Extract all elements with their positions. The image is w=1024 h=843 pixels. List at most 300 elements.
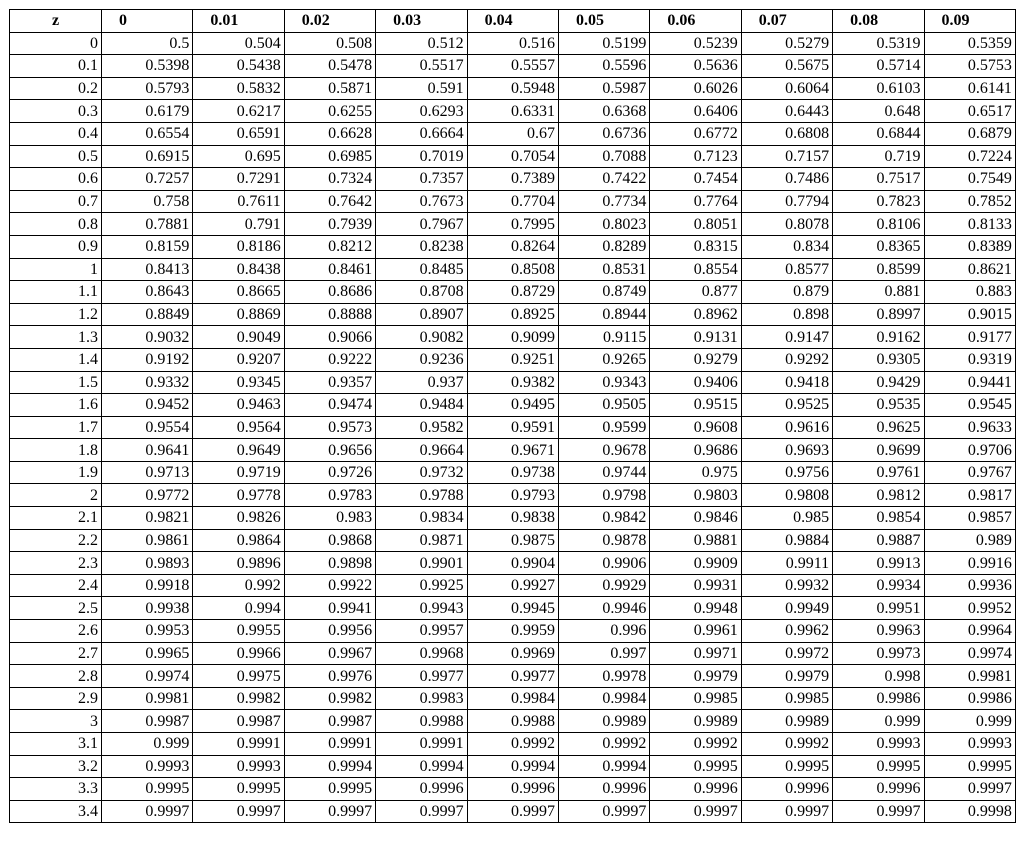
probability-cell: 0.9429 bbox=[833, 371, 924, 394]
probability-cell: 0.9997 bbox=[558, 800, 649, 823]
table-row bbox=[10, 416, 1016, 439]
probability-cell: 0.9993 bbox=[924, 733, 1015, 756]
probability-cell: 0.9931 bbox=[650, 574, 741, 597]
table-row bbox=[10, 642, 1016, 665]
probability-cell: 0.996 bbox=[558, 620, 649, 643]
column-header-z: z bbox=[10, 10, 102, 33]
z-value-cell: 0.3 bbox=[10, 100, 102, 123]
table-row bbox=[10, 800, 1016, 823]
column-header: 0.07 bbox=[741, 10, 832, 33]
probability-cell: 0.9982 bbox=[193, 687, 284, 710]
probability-cell: 0.9732 bbox=[376, 461, 467, 484]
probability-cell: 0.9987 bbox=[102, 710, 193, 733]
probability-cell: 0.9821 bbox=[102, 507, 193, 530]
probability-cell: 0.5871 bbox=[284, 77, 375, 100]
probability-cell: 0.9671 bbox=[467, 439, 558, 462]
table-row bbox=[10, 529, 1016, 552]
table-body bbox=[10, 32, 1016, 823]
table-row bbox=[10, 348, 1016, 371]
probability-cell: 0.9761 bbox=[833, 461, 924, 484]
probability-cell: 0.8186 bbox=[193, 235, 284, 258]
probability-cell: 0.9545 bbox=[924, 394, 1015, 417]
probability-cell: 0.8962 bbox=[650, 303, 741, 326]
probability-cell: 0.508 bbox=[284, 32, 375, 55]
probability-cell: 0.9992 bbox=[558, 733, 649, 756]
probability-cell: 0.9996 bbox=[741, 778, 832, 801]
z-value-cell: 3.4 bbox=[10, 800, 102, 823]
probability-cell: 0.8106 bbox=[833, 213, 924, 236]
probability-cell: 0.758 bbox=[102, 190, 193, 213]
probability-cell: 0.9279 bbox=[650, 348, 741, 371]
probability-cell: 0.9994 bbox=[558, 755, 649, 778]
probability-cell: 0.648 bbox=[833, 100, 924, 123]
probability-cell: 0.9953 bbox=[102, 620, 193, 643]
probability-cell: 0.9343 bbox=[558, 371, 649, 394]
z-value-cell: 1.6 bbox=[10, 394, 102, 417]
probability-cell: 0.9015 bbox=[924, 303, 1015, 326]
probability-cell: 0.9049 bbox=[193, 326, 284, 349]
column-header: 0.04 bbox=[467, 10, 558, 33]
z-score-table bbox=[9, 9, 1016, 823]
probability-cell: 0.9932 bbox=[741, 574, 832, 597]
probability-cell: 0.9706 bbox=[924, 439, 1015, 462]
column-header: 0.02 bbox=[284, 10, 375, 33]
probability-cell: 0.67 bbox=[467, 122, 558, 145]
probability-cell: 0.937 bbox=[376, 371, 467, 394]
probability-cell: 0.6406 bbox=[650, 100, 741, 123]
probability-cell: 0.9987 bbox=[193, 710, 284, 733]
z-value-cell: 1.1 bbox=[10, 281, 102, 304]
probability-cell: 0.504 bbox=[193, 32, 284, 55]
z-value-cell: 0.1 bbox=[10, 55, 102, 78]
probability-cell: 0.6844 bbox=[833, 122, 924, 145]
probability-cell: 0.9996 bbox=[650, 778, 741, 801]
probability-cell: 0.9778 bbox=[193, 484, 284, 507]
probability-cell: 0.9305 bbox=[833, 348, 924, 371]
probability-cell: 0.9964 bbox=[924, 620, 1015, 643]
z-value-cell: 2.7 bbox=[10, 642, 102, 665]
probability-cell: 0.9995 bbox=[284, 778, 375, 801]
probability-cell: 0.834 bbox=[741, 235, 832, 258]
probability-cell: 0.9099 bbox=[467, 326, 558, 349]
probability-cell: 0.9854 bbox=[833, 507, 924, 530]
probability-cell: 0.9952 bbox=[924, 597, 1015, 620]
probability-cell: 0.9788 bbox=[376, 484, 467, 507]
probability-cell: 0.7454 bbox=[650, 168, 741, 191]
probability-cell: 0.9906 bbox=[558, 552, 649, 575]
probability-cell: 0.8907 bbox=[376, 303, 467, 326]
probability-cell: 0.9535 bbox=[833, 394, 924, 417]
z-value-cell: 1.5 bbox=[10, 371, 102, 394]
probability-cell: 0.9177 bbox=[924, 326, 1015, 349]
probability-cell: 0.9995 bbox=[924, 755, 1015, 778]
probability-cell: 0.9406 bbox=[650, 371, 741, 394]
probability-cell: 0.8849 bbox=[102, 303, 193, 326]
probability-cell: 0.9984 bbox=[467, 687, 558, 710]
probability-cell: 0.998 bbox=[833, 665, 924, 688]
table-row bbox=[10, 281, 1016, 304]
probability-cell: 0.9265 bbox=[558, 348, 649, 371]
probability-cell: 0.719 bbox=[833, 145, 924, 168]
probability-cell: 0.9967 bbox=[284, 642, 375, 665]
probability-cell: 0.6255 bbox=[284, 100, 375, 123]
probability-cell: 0.8438 bbox=[193, 258, 284, 281]
probability-cell: 0.7704 bbox=[467, 190, 558, 213]
table-row bbox=[10, 145, 1016, 168]
probability-cell: 0.9693 bbox=[741, 439, 832, 462]
probability-cell: 0.9861 bbox=[102, 529, 193, 552]
probability-cell: 0.8708 bbox=[376, 281, 467, 304]
column-header: 0.03 bbox=[376, 10, 467, 33]
probability-cell: 0.6915 bbox=[102, 145, 193, 168]
probability-cell: 0.983 bbox=[284, 507, 375, 530]
probability-cell: 0.9963 bbox=[833, 620, 924, 643]
probability-cell: 0.8461 bbox=[284, 258, 375, 281]
probability-cell: 0.5987 bbox=[558, 77, 649, 100]
probability-cell: 0.7088 bbox=[558, 145, 649, 168]
probability-cell: 0.985 bbox=[741, 507, 832, 530]
probability-cell: 0.7673 bbox=[376, 190, 467, 213]
probability-cell: 0.7549 bbox=[924, 168, 1015, 191]
probability-cell: 0.9896 bbox=[193, 552, 284, 575]
z-value-cell: 0.5 bbox=[10, 145, 102, 168]
probability-cell: 0.7123 bbox=[650, 145, 741, 168]
z-value-cell: 1.2 bbox=[10, 303, 102, 326]
probability-cell: 0.7642 bbox=[284, 190, 375, 213]
table-row bbox=[10, 484, 1016, 507]
column-header: 0.06 bbox=[650, 10, 741, 33]
probability-cell: 0.8212 bbox=[284, 235, 375, 258]
probability-cell: 0.9793 bbox=[467, 484, 558, 507]
probability-cell: 0.9616 bbox=[741, 416, 832, 439]
probability-cell: 0.9783 bbox=[284, 484, 375, 507]
probability-cell: 0.9418 bbox=[741, 371, 832, 394]
probability-cell: 0.9066 bbox=[284, 326, 375, 349]
table-row bbox=[10, 507, 1016, 530]
probability-cell: 0.6368 bbox=[558, 100, 649, 123]
probability-cell: 0.5793 bbox=[102, 77, 193, 100]
probability-cell: 0.5199 bbox=[558, 32, 649, 55]
probability-cell: 0.881 bbox=[833, 281, 924, 304]
table-row bbox=[10, 77, 1016, 100]
table-row bbox=[10, 55, 1016, 78]
probability-cell: 0.9988 bbox=[376, 710, 467, 733]
probability-cell: 0.6591 bbox=[193, 122, 284, 145]
probability-cell: 0.9981 bbox=[924, 665, 1015, 688]
probability-cell: 0.9993 bbox=[193, 755, 284, 778]
z-value-cell: 0.4 bbox=[10, 122, 102, 145]
probability-cell: 0.9989 bbox=[650, 710, 741, 733]
z-value-cell: 3.3 bbox=[10, 778, 102, 801]
probability-cell: 0.8888 bbox=[284, 303, 375, 326]
probability-cell: 0.7823 bbox=[833, 190, 924, 213]
probability-cell: 0.9987 bbox=[284, 710, 375, 733]
probability-cell: 0.9911 bbox=[741, 552, 832, 575]
probability-cell: 0.999 bbox=[833, 710, 924, 733]
probability-cell: 0.9864 bbox=[193, 529, 284, 552]
table-row bbox=[10, 574, 1016, 597]
z-value-cell: 2.2 bbox=[10, 529, 102, 552]
probability-cell: 0.999 bbox=[102, 733, 193, 756]
probability-cell: 0.6331 bbox=[467, 100, 558, 123]
column-header: 0 bbox=[102, 10, 193, 33]
probability-cell: 0.8133 bbox=[924, 213, 1015, 236]
probability-cell: 0.9989 bbox=[558, 710, 649, 733]
table-row bbox=[10, 326, 1016, 349]
probability-cell: 0.9868 bbox=[284, 529, 375, 552]
probability-cell: 0.9976 bbox=[284, 665, 375, 688]
probability-cell: 0.5636 bbox=[650, 55, 741, 78]
z-value-cell: 3.1 bbox=[10, 733, 102, 756]
probability-cell: 0.9115 bbox=[558, 326, 649, 349]
probability-cell: 0.9971 bbox=[650, 642, 741, 665]
probability-cell: 0.5478 bbox=[284, 55, 375, 78]
probability-cell: 0.9934 bbox=[833, 574, 924, 597]
probability-cell: 0.9495 bbox=[467, 394, 558, 417]
table-row bbox=[10, 168, 1016, 191]
probability-cell: 0.9913 bbox=[833, 552, 924, 575]
column-header: 0.05 bbox=[558, 10, 649, 33]
z-value-cell: 0.6 bbox=[10, 168, 102, 191]
probability-cell: 0.9808 bbox=[741, 484, 832, 507]
z-value-cell: 2.5 bbox=[10, 597, 102, 620]
probability-cell: 0.5319 bbox=[833, 32, 924, 55]
probability-cell: 0.898 bbox=[741, 303, 832, 326]
probability-cell: 0.9994 bbox=[284, 755, 375, 778]
probability-cell: 0.9966 bbox=[193, 642, 284, 665]
table-row bbox=[10, 552, 1016, 575]
probability-cell: 0.9975 bbox=[193, 665, 284, 688]
probability-cell: 0.9738 bbox=[467, 461, 558, 484]
probability-cell: 0.9452 bbox=[102, 394, 193, 417]
table-row bbox=[10, 213, 1016, 236]
table-row bbox=[10, 235, 1016, 258]
probability-cell: 0.997 bbox=[558, 642, 649, 665]
probability-cell: 0.9686 bbox=[650, 439, 741, 462]
probability-cell: 0.9994 bbox=[376, 755, 467, 778]
probability-cell: 0.9207 bbox=[193, 348, 284, 371]
probability-cell: 0.9842 bbox=[558, 507, 649, 530]
probability-cell: 0.5557 bbox=[467, 55, 558, 78]
probability-cell: 0.9441 bbox=[924, 371, 1015, 394]
probability-cell: 0.9719 bbox=[193, 461, 284, 484]
probability-cell: 0.9292 bbox=[741, 348, 832, 371]
probability-cell: 0.7291 bbox=[193, 168, 284, 191]
probability-cell: 0.9916 bbox=[924, 552, 1015, 575]
probability-cell: 0.9726 bbox=[284, 461, 375, 484]
table-row bbox=[10, 755, 1016, 778]
z-value-cell: 0 bbox=[10, 32, 102, 55]
probability-cell: 0.7611 bbox=[193, 190, 284, 213]
probability-cell: 0.9798 bbox=[558, 484, 649, 507]
column-header: 0.01 bbox=[193, 10, 284, 33]
probability-cell: 0.9968 bbox=[376, 642, 467, 665]
probability-cell: 0.9943 bbox=[376, 597, 467, 620]
probability-cell: 0.9992 bbox=[741, 733, 832, 756]
probability-cell: 0.695 bbox=[193, 145, 284, 168]
probability-cell: 0.9878 bbox=[558, 529, 649, 552]
probability-cell: 0.7734 bbox=[558, 190, 649, 213]
table-row bbox=[10, 394, 1016, 417]
probability-cell: 0.8643 bbox=[102, 281, 193, 304]
probability-cell: 0.9993 bbox=[102, 755, 193, 778]
probability-cell: 0.9985 bbox=[741, 687, 832, 710]
probability-cell: 0.9991 bbox=[376, 733, 467, 756]
probability-cell: 0.5596 bbox=[558, 55, 649, 78]
probability-cell: 0.8023 bbox=[558, 213, 649, 236]
probability-cell: 0.6772 bbox=[650, 122, 741, 145]
probability-cell: 0.9474 bbox=[284, 394, 375, 417]
probability-cell: 0.989 bbox=[924, 529, 1015, 552]
probability-cell: 0.8925 bbox=[467, 303, 558, 326]
table-row bbox=[10, 461, 1016, 484]
probability-cell: 0.7517 bbox=[833, 168, 924, 191]
probability-cell: 0.975 bbox=[650, 461, 741, 484]
probability-cell: 0.9656 bbox=[284, 439, 375, 462]
probability-cell: 0.999 bbox=[924, 710, 1015, 733]
z-value-cell: 1.4 bbox=[10, 348, 102, 371]
table-row bbox=[10, 190, 1016, 213]
probability-cell: 0.7995 bbox=[467, 213, 558, 236]
probability-cell: 0.9965 bbox=[102, 642, 193, 665]
probability-cell: 0.9997 bbox=[833, 800, 924, 823]
probability-cell: 0.9929 bbox=[558, 574, 649, 597]
probability-cell: 0.5279 bbox=[741, 32, 832, 55]
probability-cell: 0.9582 bbox=[376, 416, 467, 439]
z-value-cell: 0.7 bbox=[10, 190, 102, 213]
probability-cell: 0.5438 bbox=[193, 55, 284, 78]
probability-cell: 0.9949 bbox=[741, 597, 832, 620]
probability-cell: 0.7389 bbox=[467, 168, 558, 191]
probability-cell: 0.9898 bbox=[284, 552, 375, 575]
probability-cell: 0.9192 bbox=[102, 348, 193, 371]
z-value-cell: 0.9 bbox=[10, 235, 102, 258]
probability-cell: 0.9319 bbox=[924, 348, 1015, 371]
probability-cell: 0.9918 bbox=[102, 574, 193, 597]
probability-cell: 0.6293 bbox=[376, 100, 467, 123]
probability-cell: 0.9957 bbox=[376, 620, 467, 643]
table-row bbox=[10, 32, 1016, 55]
probability-cell: 0.9997 bbox=[284, 800, 375, 823]
probability-cell: 0.6443 bbox=[741, 100, 832, 123]
probability-cell: 0.9995 bbox=[193, 778, 284, 801]
probability-cell: 0.9767 bbox=[924, 461, 1015, 484]
probability-cell: 0.9505 bbox=[558, 394, 649, 417]
probability-cell: 0.5517 bbox=[376, 55, 467, 78]
probability-cell: 0.9812 bbox=[833, 484, 924, 507]
probability-cell: 0.9678 bbox=[558, 439, 649, 462]
table-row bbox=[10, 122, 1016, 145]
probability-cell: 0.9997 bbox=[193, 800, 284, 823]
probability-cell: 0.9633 bbox=[924, 416, 1015, 439]
probability-cell: 0.9997 bbox=[376, 800, 467, 823]
probability-cell: 0.7764 bbox=[650, 190, 741, 213]
probability-cell: 0.8686 bbox=[284, 281, 375, 304]
probability-cell: 0.9887 bbox=[833, 529, 924, 552]
probability-cell: 0.6554 bbox=[102, 122, 193, 145]
probability-cell: 0.9936 bbox=[924, 574, 1015, 597]
probability-cell: 0.994 bbox=[193, 597, 284, 620]
probability-cell: 0.8869 bbox=[193, 303, 284, 326]
probability-cell: 0.6517 bbox=[924, 100, 1015, 123]
probability-cell: 0.9991 bbox=[193, 733, 284, 756]
probability-cell: 0.9997 bbox=[924, 778, 1015, 801]
table-row bbox=[10, 733, 1016, 756]
probability-cell: 0.992 bbox=[193, 574, 284, 597]
probability-cell: 0.9525 bbox=[741, 394, 832, 417]
probability-cell: 0.9995 bbox=[102, 778, 193, 801]
probability-cell: 0.9961 bbox=[650, 620, 741, 643]
z-value-cell: 1.9 bbox=[10, 461, 102, 484]
probability-cell: 0.9484 bbox=[376, 394, 467, 417]
probability-cell: 0.9713 bbox=[102, 461, 193, 484]
probability-cell: 0.6664 bbox=[376, 122, 467, 145]
probability-cell: 0.9817 bbox=[924, 484, 1015, 507]
probability-cell: 0.9995 bbox=[833, 755, 924, 778]
column-header: 0.08 bbox=[833, 10, 924, 33]
probability-cell: 0.879 bbox=[741, 281, 832, 304]
probability-cell: 0.9985 bbox=[650, 687, 741, 710]
probability-cell: 0.9996 bbox=[467, 778, 558, 801]
probability-cell: 0.9382 bbox=[467, 371, 558, 394]
probability-cell: 0.8389 bbox=[924, 235, 1015, 258]
probability-cell: 0.9162 bbox=[833, 326, 924, 349]
probability-cell: 0.9994 bbox=[467, 755, 558, 778]
probability-cell: 0.5948 bbox=[467, 77, 558, 100]
probability-cell: 0.9974 bbox=[924, 642, 1015, 665]
z-value-cell: 2 bbox=[10, 484, 102, 507]
probability-cell: 0.9826 bbox=[193, 507, 284, 530]
probability-cell: 0.6808 bbox=[741, 122, 832, 145]
table-row bbox=[10, 303, 1016, 326]
probability-cell: 0.9974 bbox=[102, 665, 193, 688]
probability-cell: 0.516 bbox=[467, 32, 558, 55]
probability-cell: 0.9972 bbox=[741, 642, 832, 665]
probability-cell: 0.9981 bbox=[102, 687, 193, 710]
probability-cell: 0.8413 bbox=[102, 258, 193, 281]
table-row bbox=[10, 665, 1016, 688]
probability-cell: 0.7967 bbox=[376, 213, 467, 236]
probability-cell: 0.9901 bbox=[376, 552, 467, 575]
table-row bbox=[10, 710, 1016, 733]
probability-cell: 0.6985 bbox=[284, 145, 375, 168]
probability-cell: 0.791 bbox=[193, 213, 284, 236]
probability-cell: 0.9996 bbox=[376, 778, 467, 801]
probability-cell: 0.9978 bbox=[558, 665, 649, 688]
probability-cell: 0.7881 bbox=[102, 213, 193, 236]
z-value-cell: 0.2 bbox=[10, 77, 102, 100]
probability-cell: 0.9995 bbox=[741, 755, 832, 778]
probability-cell: 0.5398 bbox=[102, 55, 193, 78]
probability-cell: 0.9904 bbox=[467, 552, 558, 575]
probability-cell: 0.9236 bbox=[376, 348, 467, 371]
z-value-cell: 2.3 bbox=[10, 552, 102, 575]
probability-cell: 0.8051 bbox=[650, 213, 741, 236]
probability-cell: 0.9959 bbox=[467, 620, 558, 643]
probability-cell: 0.9357 bbox=[284, 371, 375, 394]
probability-cell: 0.9884 bbox=[741, 529, 832, 552]
probability-cell: 0.9893 bbox=[102, 552, 193, 575]
probability-cell: 0.6141 bbox=[924, 77, 1015, 100]
probability-cell: 0.9927 bbox=[467, 574, 558, 597]
probability-cell: 0.9909 bbox=[650, 552, 741, 575]
z-value-cell: 3 bbox=[10, 710, 102, 733]
z-value-cell: 2.8 bbox=[10, 665, 102, 688]
probability-cell: 0.9948 bbox=[650, 597, 741, 620]
probability-cell: 0.9345 bbox=[193, 371, 284, 394]
probability-cell: 0.7852 bbox=[924, 190, 1015, 213]
probability-cell: 0.9991 bbox=[284, 733, 375, 756]
